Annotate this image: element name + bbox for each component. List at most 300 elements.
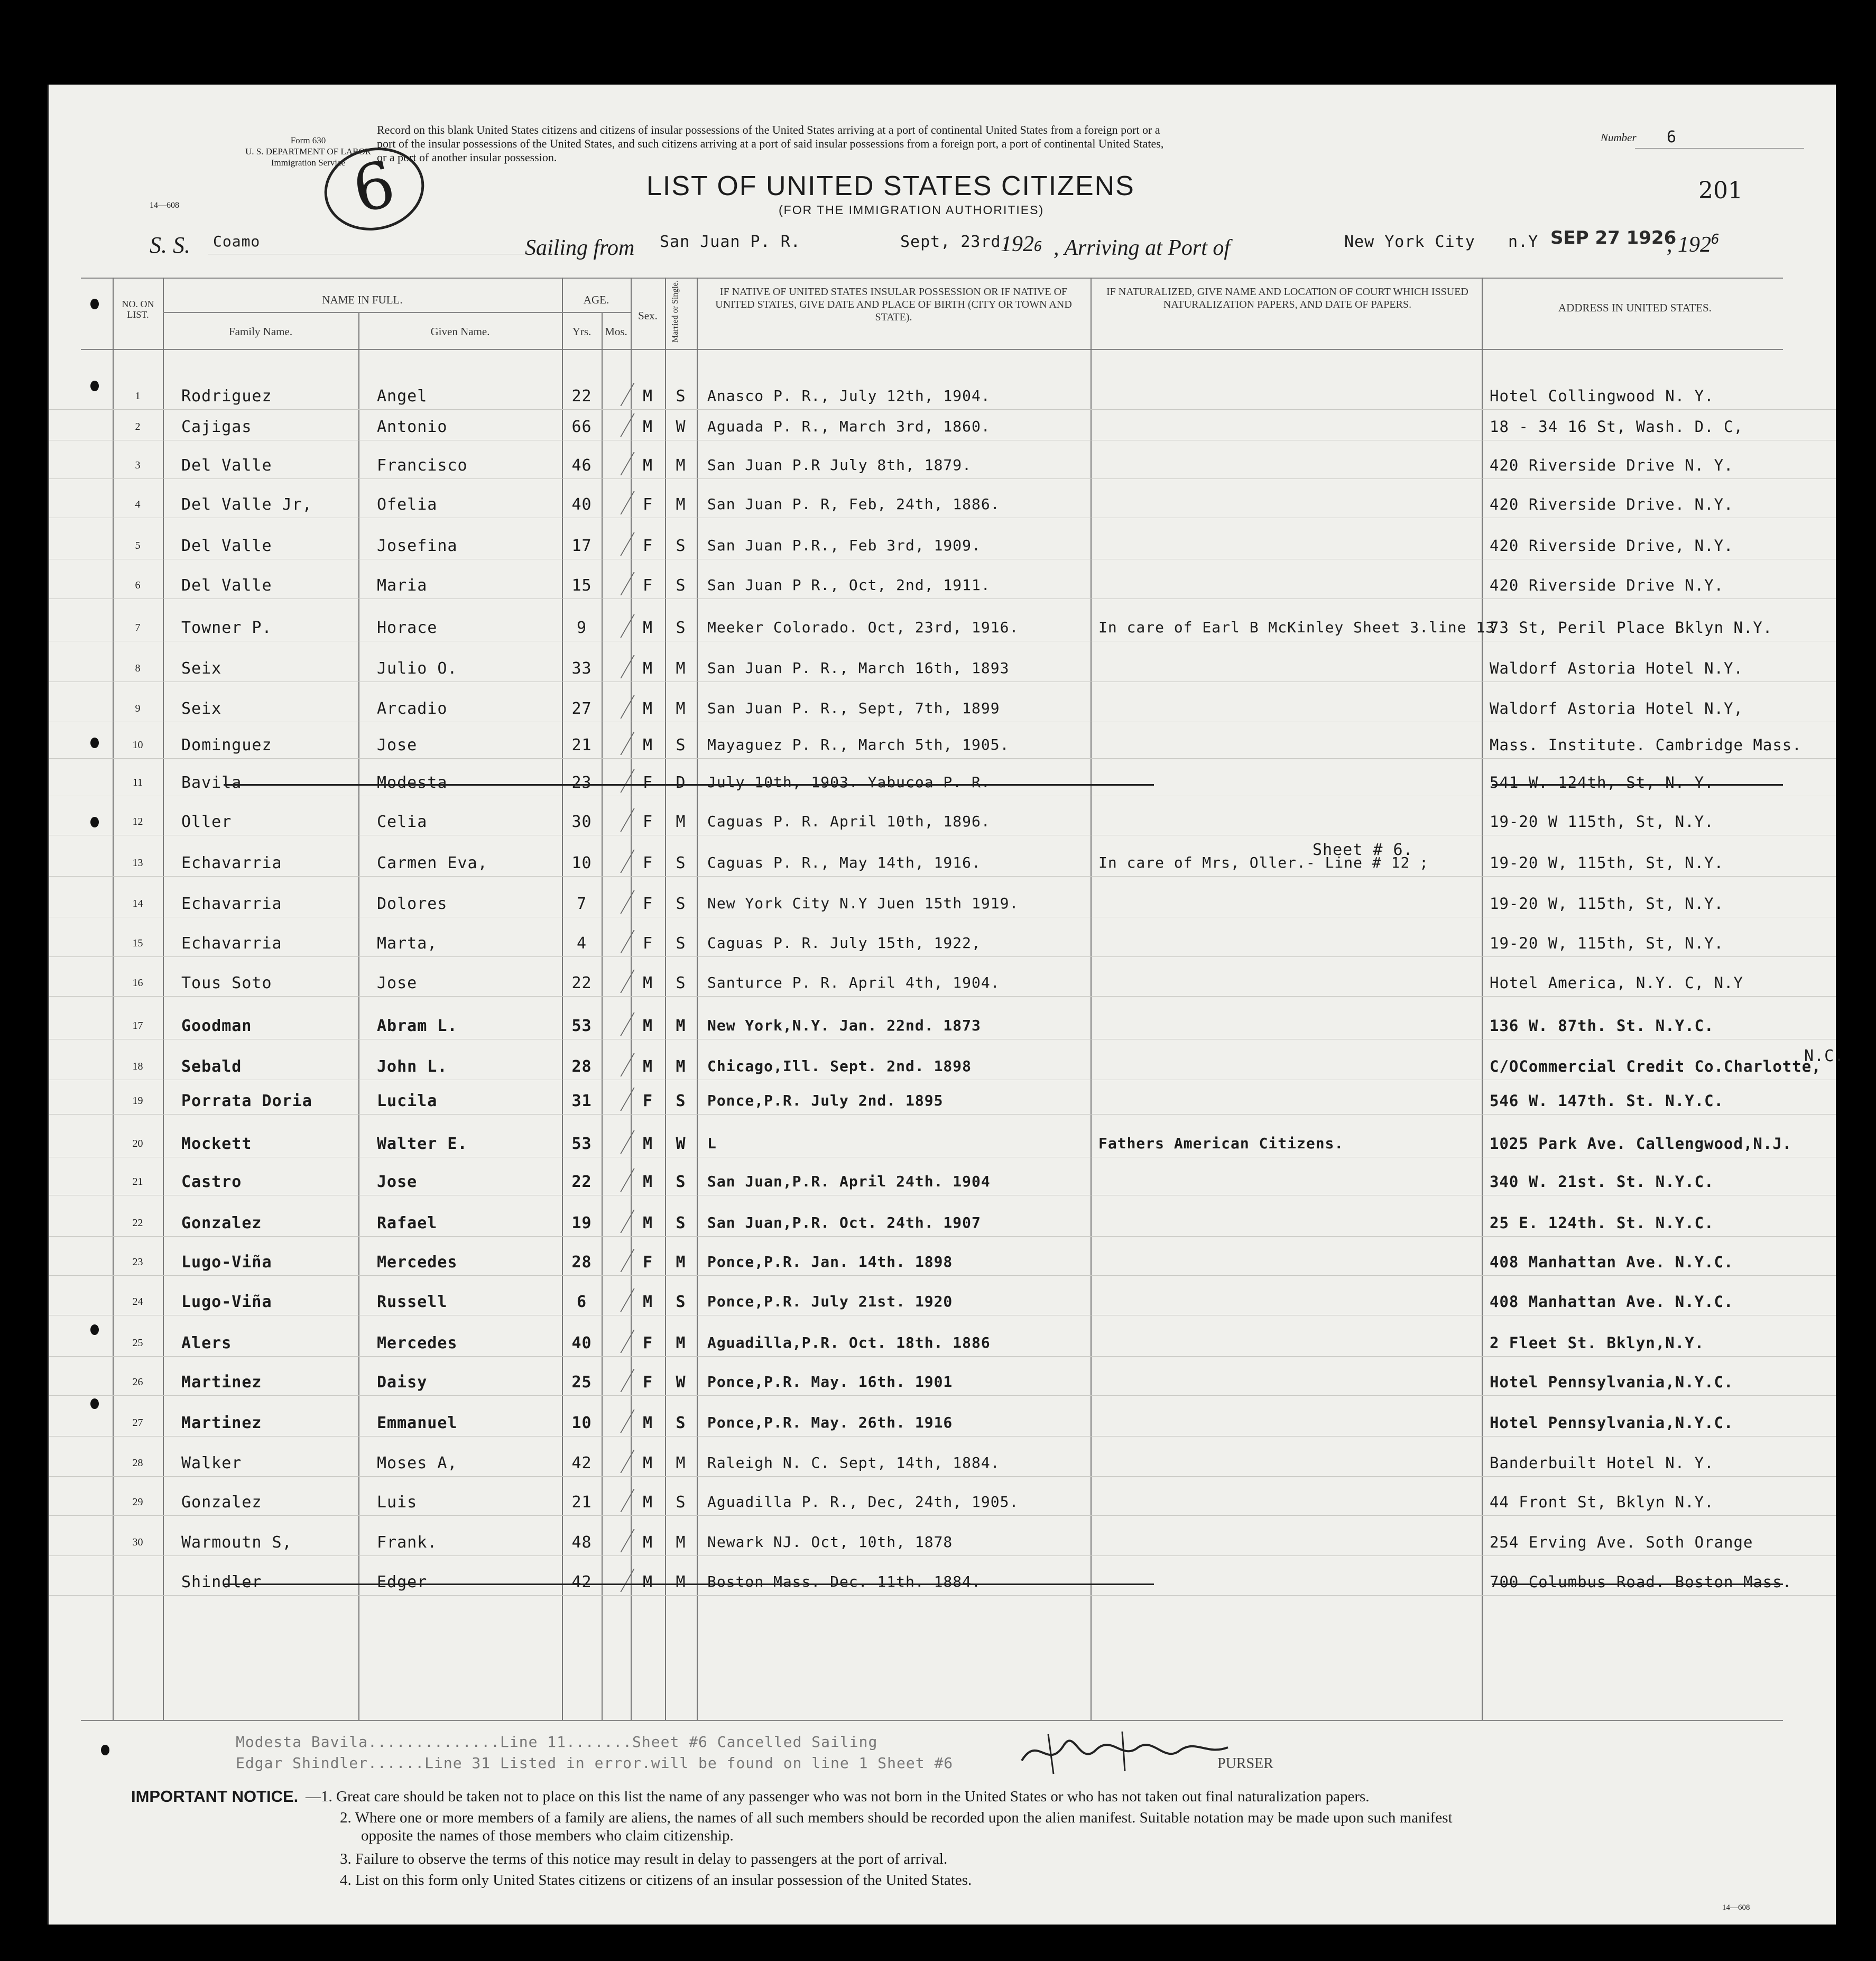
- strikethrough-line: [1492, 1583, 1783, 1585]
- cell-ms: M: [676, 1454, 686, 1472]
- cell-ms: M: [676, 456, 686, 475]
- arrival-year-digit: 6: [1711, 232, 1720, 247]
- tick-mark: [600, 732, 634, 755]
- intro-text: [377, 123, 1582, 164]
- cell-given: Walter E.: [377, 1135, 468, 1153]
- cell-no: 20: [132, 1138, 143, 1149]
- cell-no: 5: [135, 540, 141, 551]
- cell-no: 18: [132, 1061, 143, 1072]
- department: U. S. DEPARTMENT OF LABOR: [245, 146, 371, 156]
- cell-birth: Caguas P. R. July 15th, 1922,: [707, 934, 981, 952]
- cell-family: Martinez: [181, 1373, 262, 1392]
- cell-given: Moses A,: [377, 1454, 458, 1472]
- cell-given: Mercedes: [377, 1334, 458, 1352]
- cell-given: Jose: [377, 736, 418, 754]
- cell-ms: M: [676, 1057, 686, 1076]
- row-rule: [49, 1476, 1836, 1477]
- tick-mark: [600, 1410, 634, 1433]
- cell-sex: M: [642, 1533, 653, 1552]
- cell-family: Del Valle: [181, 576, 272, 595]
- cell-given: Jose: [377, 1173, 418, 1191]
- cell-given: Marta,: [377, 934, 438, 953]
- cell-birth: San Juan P.R July 8th, 1879.: [707, 456, 972, 474]
- manifest-page: [48, 85, 1845, 1925]
- tick-mark: [600, 1369, 634, 1392]
- cell-ms: W: [676, 1373, 686, 1392]
- cell-addr: 19-20 W 115th, St, N.Y.: [1490, 813, 1714, 831]
- purser-label: PURSER: [1217, 1755, 1273, 1772]
- cell-family: Porrata Doria: [181, 1092, 312, 1110]
- cell-ms: S: [676, 1493, 686, 1512]
- cell-addr: 1025 Park Ave. Callengwood,N.J.: [1490, 1135, 1792, 1153]
- cell-sex: F: [642, 1373, 653, 1392]
- tick-mark: [600, 970, 634, 993]
- arrival-year: [1667, 232, 1720, 257]
- cell-family: Martinez: [181, 1414, 262, 1432]
- footnote-line-1: Modesta Bavila..............Line 11.......Sheet #6 Cancelled Sailing: [236, 1733, 878, 1751]
- number-label: Number: [1601, 131, 1637, 144]
- cell-yrs: 28: [571, 1253, 592, 1272]
- cell-yrs: 23: [571, 774, 592, 792]
- cell-yrs: 53: [571, 1017, 592, 1035]
- cell-sex: M: [642, 619, 653, 637]
- cell-family: Shindler: [181, 1573, 262, 1591]
- row-rule: [49, 1356, 1836, 1357]
- row-rule: [49, 876, 1836, 877]
- tick-mark: [600, 890, 634, 914]
- cell-yrs: 42: [571, 1573, 592, 1591]
- cell-ms: S: [676, 974, 686, 992]
- cell-addr: 73 St, Peril Place Bklyn N.Y.: [1490, 619, 1773, 637]
- cell-given: Celia: [377, 813, 428, 831]
- cell-given: Edger: [377, 1573, 428, 1591]
- header-yrs: Yrs.: [572, 325, 592, 338]
- cell-addr: Waldorf Astoria Hotel N.Y.: [1490, 659, 1743, 677]
- col-divider: [163, 278, 164, 1720]
- cell-birth: Aguadilla P. R., Dec, 24th, 1905.: [707, 1493, 1019, 1511]
- cell-birth: New York City N.Y Juen 15th 1919.: [707, 895, 1019, 912]
- header-no: NO. ON LIST.: [122, 299, 154, 320]
- cell-yrs: 30: [571, 813, 592, 831]
- cell-family: Tous Soto: [181, 974, 272, 992]
- cell-birth: San Juan P. R., Sept, 7th, 1899: [707, 699, 1000, 717]
- tick-mark: [600, 655, 634, 678]
- cell-birth: Ponce,P.R. July 2nd. 1895: [707, 1092, 944, 1109]
- cell-ms: W: [676, 1135, 686, 1153]
- tick-mark: [600, 808, 634, 832]
- header-naturalized: IF NATURALIZED, GIVE NAME AND LOCATION OF COURT WHICH ISSUED NATURALIZATION PAPERS, AND DATE OF PAPERS.: [1106, 286, 1468, 310]
- cell-ms: S: [676, 619, 686, 637]
- cell-yrs: 22: [571, 1173, 592, 1191]
- cell-addr: Hotel Pennsylvania,N.Y.C.: [1490, 1414, 1734, 1432]
- cell-birth: San Juan P. R, Feb, 24th, 1886.: [707, 495, 1000, 513]
- cell-given: Antonio: [377, 418, 448, 436]
- cell-family: Cajigas: [181, 418, 252, 436]
- cell-given: Modesta: [377, 774, 448, 792]
- sailing-from: San Juan P. R.: [660, 233, 801, 251]
- cell-family: Gonzalez: [181, 1214, 262, 1232]
- cell-no: 24: [132, 1296, 143, 1308]
- cell-family: Walker: [181, 1454, 242, 1472]
- cell-birth: Newark NJ. Oct, 10th, 1878: [707, 1533, 953, 1551]
- cell-addr: 541 W. 124th, St, N. Y.: [1490, 774, 1714, 791]
- cell-given: Horace: [377, 619, 438, 637]
- cell-sex: F: [642, 854, 653, 872]
- cell-ms: S: [676, 387, 686, 406]
- cell-family: Del Valle: [181, 537, 272, 555]
- cell-family: Gonzalez: [181, 1493, 262, 1512]
- cell-addr: 340 W. 21st. St. N.Y.C.: [1490, 1173, 1714, 1191]
- service: Immigration Service: [271, 158, 346, 168]
- header-sex: Sex.: [638, 309, 658, 322]
- cell-ms: S: [676, 537, 686, 555]
- cell-yrs: 7: [576, 895, 587, 913]
- header-name-in-full: NAME IN FULL.: [322, 293, 403, 306]
- cell-birth: Aguadilla,P.R. Oct. 18th. 1886: [707, 1334, 991, 1351]
- cell-family: Alers: [181, 1334, 232, 1352]
- cell-addr: 420 Riverside Drive. N.Y.: [1490, 495, 1734, 513]
- cell-ms: W: [676, 418, 686, 436]
- cell-yrs: 17: [571, 537, 592, 555]
- cell-given: Ofelia: [377, 495, 438, 514]
- cell-no: 19: [132, 1095, 143, 1107]
- cell-given: Russell: [377, 1293, 448, 1311]
- cell-addr: Mass. Institute. Cambridge Mass.: [1490, 736, 1802, 754]
- cell-addr: 254 Erving Ave. Soth Orange: [1490, 1533, 1753, 1551]
- tick-mark: [600, 532, 634, 556]
- ss-label: S. S.: [150, 232, 190, 258]
- cell-birth: Ponce,P.R. July 21st. 1920: [707, 1293, 953, 1310]
- cell-addr: Banderbuilt Hotel N. Y.: [1490, 1454, 1714, 1472]
- circled-number-text: 6: [346, 147, 402, 228]
- cell-birth: Anasco P. R., July 12th, 1904.: [707, 387, 991, 404]
- cell-given: Daisy: [377, 1373, 428, 1392]
- cell-addr: 408 Manhattan Ave. N.Y.C.: [1490, 1253, 1734, 1271]
- cell-birth: Caguas P. R. April 10th, 1896.: [707, 813, 991, 830]
- notice-item-3: 3. Failure to observe the terms of this notice may result in delay to passengers at the port of arrival.: [340, 1850, 948, 1867]
- purser-signature: [1016, 1724, 1239, 1782]
- page-subtitle: (FOR THE IMMIGRATION AUTHORITIES): [779, 203, 1045, 217]
- cell-sex: F: [642, 895, 653, 913]
- cell-sex: F: [642, 934, 653, 953]
- cell-sex: M: [642, 1493, 653, 1512]
- row-rule: [49, 478, 1836, 479]
- footnote-line-2: Edgar Shindler......Line 31 Listed in error.will be found on line 1 Sheet #6: [236, 1754, 954, 1772]
- name-subheader-line: [163, 312, 562, 313]
- cell-ms: S: [676, 576, 686, 595]
- cell-given: Francisco: [377, 456, 468, 475]
- cell-yrs: 48: [571, 1533, 592, 1552]
- cell-no: 8: [135, 662, 141, 674]
- row-rule: [49, 1555, 1836, 1556]
- cell-given: Dolores: [377, 895, 448, 913]
- cell-ms: M: [676, 1334, 686, 1352]
- row-18-state-note: N.C.: [1804, 1047, 1845, 1065]
- cell-given: Lucila: [377, 1092, 438, 1110]
- cell-ms: M: [676, 495, 686, 514]
- notice-item-4: 4. List on this form only United States citizens or citizens of an insular possession of the United States.: [340, 1872, 972, 1889]
- cell-yrs: 21: [571, 1493, 592, 1512]
- row-rule: [49, 1595, 1836, 1596]
- cell-yrs: 53: [571, 1135, 592, 1153]
- tick-mark: [600, 1489, 634, 1512]
- cell-ms: S: [676, 1293, 686, 1311]
- cell-family: Seix: [181, 659, 222, 678]
- sheet-note: Sheet # 6.: [1313, 841, 1413, 859]
- cell-family: Dominguez: [181, 736, 272, 754]
- cell-given: Luis: [377, 1493, 418, 1512]
- cell-yrs: 4: [576, 934, 587, 953]
- cell-given: John L.: [377, 1057, 448, 1076]
- cell-ms: S: [676, 1173, 686, 1191]
- cell-no: 13: [132, 857, 143, 869]
- header-birth: IF NATIVE OF UNITED STATES INSULAR POSSESSION OR IF NATIVE OF UNITED STATES, GIVE DATE AND PLACE OF BIRTH (CITY OR TOWN AND STATE).: [715, 286, 1072, 323]
- cell-given: Maria: [377, 576, 428, 595]
- row-rule: [49, 1436, 1836, 1437]
- row-rule: [49, 1114, 1836, 1115]
- arrival-year-prefix: , 192: [1667, 233, 1711, 257]
- cell-no: 21: [132, 1176, 143, 1187]
- intro-line-1: Record on this blank United States citizens and citizens of insular possessions of the United States arriving at a port of continental United States from a foreign port or a: [377, 123, 1160, 136]
- cell-sex: M: [642, 456, 653, 475]
- cell-birth: Caguas P. R., May 14th, 1916.: [707, 854, 981, 871]
- punch-hole: [90, 1398, 99, 1409]
- tick-mark: [600, 452, 634, 475]
- cell-addr: Waldorf Astoria Hotel N.Y,: [1490, 699, 1743, 717]
- table-bottom-border: [81, 1720, 1783, 1721]
- row-rule: [49, 758, 1836, 759]
- cell-family: Echavarria: [181, 934, 282, 953]
- cell-sex: F: [642, 537, 653, 555]
- cell-family: Seix: [181, 699, 222, 718]
- cell-ms: M: [676, 1573, 686, 1591]
- tick-mark: [600, 413, 634, 437]
- form-number: Form 630: [290, 135, 326, 145]
- cell-no: 2: [135, 421, 141, 432]
- cell-no: 22: [132, 1217, 143, 1229]
- cell-given: Arcadio: [377, 699, 448, 718]
- cell-family: Lugo-Viña: [181, 1293, 272, 1311]
- tick-mark: [600, 1450, 634, 1473]
- cell-addr: 18 - 34 16 St, Wash. D. C,: [1490, 418, 1743, 436]
- cell-sex: F: [642, 774, 653, 792]
- cell-sex: M: [642, 1135, 653, 1153]
- cell-yrs: 25: [571, 1373, 592, 1392]
- cell-yrs: 27: [571, 699, 592, 718]
- cell-no: 23: [132, 1256, 143, 1268]
- cell-given: Angel: [377, 387, 428, 406]
- cell-birth: L: [707, 1135, 717, 1152]
- cell-sex: M: [642, 1017, 653, 1035]
- cell-addr: Hotel Pennsylvania,N.Y.C.: [1490, 1373, 1734, 1391]
- cell-addr: 25 E. 124th. St. N.Y.C.: [1490, 1214, 1714, 1232]
- cell-birth: New York,N.Y. Jan. 22nd. 1873: [707, 1017, 981, 1034]
- cell-no: 9: [135, 703, 141, 714]
- cell-birth: Ponce,P.R. May. 26th. 1916: [707, 1414, 953, 1431]
- cell-nat: In care of Earl B McKinley Sheet 3.line 13: [1098, 619, 1495, 636]
- cell-addr: Hotel Collingwood N. Y.: [1490, 387, 1714, 405]
- cell-family: Sebald: [181, 1057, 242, 1076]
- punch-hole: [90, 299, 99, 309]
- cell-birth: Mayaguez P. R., March 5th, 1905.: [707, 736, 1010, 753]
- cell-ms: M: [676, 813, 686, 831]
- cell-birth: Meeker Colorado. Oct, 23rd, 1916.: [707, 619, 1019, 636]
- tick-mark: [600, 1288, 634, 1312]
- cell-sex: F: [642, 813, 653, 831]
- row-rule: [49, 1275, 1836, 1276]
- cell-yrs: 6: [576, 1293, 587, 1311]
- number-value: 6: [1667, 128, 1677, 146]
- col-divider: [697, 278, 698, 1720]
- strikethrough-line: [1492, 784, 1783, 786]
- tick-mark: [600, 1012, 634, 1036]
- cell-no: 3: [135, 459, 141, 471]
- notice-item-2-cont: opposite the names of those members who claim citizenship.: [361, 1827, 734, 1844]
- col-divider: [1091, 278, 1092, 1720]
- tick-mark: [600, 1130, 634, 1154]
- tick-mark: [600, 572, 634, 595]
- cell-ms: S: [676, 736, 686, 754]
- punch-hole: [101, 1745, 109, 1755]
- cell-sex: F: [642, 1334, 653, 1352]
- tick-mark: [600, 1053, 634, 1076]
- cell-ms: D: [676, 774, 686, 792]
- tick-mark: [600, 1529, 634, 1552]
- tick-mark: [600, 1569, 634, 1592]
- cell-sex: M: [642, 418, 653, 436]
- cell-no: 16: [132, 977, 143, 989]
- cell-addr: 19-20 W, 115th, St, N.Y.: [1490, 934, 1724, 952]
- cell-ms: S: [676, 1414, 686, 1432]
- cell-sex: M: [642, 1173, 653, 1191]
- cell-addr: C/OCommercial Credit Co.Charlotte,: [1490, 1057, 1822, 1075]
- cell-yrs: 19: [571, 1214, 592, 1232]
- cell-no: 14: [132, 898, 143, 909]
- cell-given: Carmen Eva,: [377, 854, 488, 872]
- cell-sex: M: [642, 1573, 653, 1591]
- cell-no: 17: [132, 1020, 143, 1032]
- cell-given: Julio O.: [377, 659, 458, 678]
- ship-name: Coamo: [213, 233, 261, 250]
- cell-ms: M: [676, 699, 686, 718]
- cell-ms: S: [676, 1092, 686, 1110]
- cell-addr: 420 Riverside Drive, N.Y.: [1490, 537, 1734, 555]
- notice-item-1: —1. Great care should be taken not to place on this list the name of any passenger who was not born in the United States or who has not taken out final naturalization papers.: [306, 1788, 1370, 1805]
- arrival-port-state: n.Y: [1508, 233, 1539, 251]
- table-header-bottom: [81, 349, 1783, 350]
- cell-no: 29: [132, 1496, 143, 1508]
- arrival-date-stamp: SEP 27 1926: [1550, 227, 1677, 248]
- cell-birth: San Juan P R., Oct, 2nd, 1911.: [707, 576, 991, 594]
- cell-family: Echavarria: [181, 854, 282, 872]
- row-rule: [49, 1395, 1836, 1396]
- cell-birth: Chicago,Ill. Sept. 2nd. 1898: [707, 1057, 972, 1075]
- cell-birth: San Juan P. R., March 16th, 1893: [707, 659, 1010, 677]
- cell-birth: Aguada P. R., March 3rd, 1860.: [707, 418, 991, 435]
- punch-hole: [90, 381, 99, 391]
- cell-sex: F: [642, 495, 653, 514]
- cell-addr: Hotel America, N.Y. C, N.Y: [1490, 974, 1743, 992]
- punch-hole: [90, 1324, 99, 1335]
- cell-family: Bavila: [181, 774, 242, 792]
- cell-yrs: 9: [576, 619, 587, 637]
- cell-no: 27: [132, 1417, 143, 1429]
- cell-yrs: 66: [571, 418, 592, 436]
- cell-sex: M: [642, 699, 653, 718]
- intro-line-2: port of the insular possessions of the United States, and such citizens arriving at a port of said insular possessions from a foreign port, a port of continental United States,: [377, 137, 1164, 150]
- col-divider: [358, 312, 359, 1720]
- row-rule: [49, 409, 1836, 410]
- form-code-bottom: 14—608: [1722, 1903, 1750, 1912]
- cell-given: Rafael: [377, 1214, 438, 1232]
- cell-no: 10: [132, 739, 143, 751]
- cell-nat: Fathers American Citizens.: [1098, 1135, 1344, 1152]
- header-given-name: Given Name.: [430, 325, 490, 338]
- tick-mark: [600, 1330, 634, 1353]
- cell-family: Del Valle Jr,: [181, 495, 312, 514]
- tick-mark: [600, 1168, 634, 1192]
- cell-yrs: 10: [571, 854, 592, 872]
- cell-sex: F: [642, 1092, 653, 1110]
- tick-mark: [600, 614, 634, 638]
- cell-no: 1: [135, 390, 141, 402]
- cell-birth: Boston Mass. Dec. 11th. 1884.: [707, 1573, 981, 1590]
- strikethrough-line: [224, 1583, 1154, 1585]
- cell-no: 25: [132, 1337, 143, 1349]
- notice-item-2: 2. Where one or more members of a family are aliens, the names of all such members should be recorded upon the alien manifest. Suitable notation may be made upon such manifest: [340, 1809, 1453, 1826]
- age-subheader-line: [562, 312, 631, 313]
- cell-birth: San Juan P.R., Feb 3rd, 1909.: [707, 537, 981, 554]
- cell-family: Towner P.: [181, 619, 272, 637]
- cell-addr: 546 W. 147th. St. N.Y.C.: [1490, 1092, 1724, 1110]
- row-rule: [49, 956, 1836, 957]
- cell-yrs: 22: [571, 974, 592, 992]
- cell-yrs: 28: [571, 1057, 592, 1076]
- cell-family: Lugo-Viña: [181, 1253, 272, 1272]
- tick-mark: [600, 1210, 634, 1233]
- tick-mark: [600, 930, 634, 953]
- cell-addr: 136 W. 87th. St. N.Y.C.: [1490, 1017, 1714, 1035]
- cell-yrs: 22: [571, 387, 592, 406]
- notice-heading: IMPORTANT NOTICE.: [131, 1787, 299, 1806]
- cell-birth: Ponce,P.R. May. 16th. 1901: [707, 1373, 953, 1391]
- tick-mark: [600, 491, 634, 514]
- sailing-date: Sept, 23rd,: [900, 233, 1011, 251]
- cell-no: 11: [132, 777, 143, 788]
- punch-hole: [90, 817, 99, 827]
- tick-mark: [600, 850, 634, 873]
- cell-sex: M: [642, 1057, 653, 1076]
- intro-line-3: or a port of another insular possession.: [377, 151, 557, 164]
- sailing-year-digit: 6: [1034, 239, 1043, 255]
- strikethrough-line: [224, 784, 1154, 786]
- cell-sex: F: [642, 576, 653, 595]
- cell-given: Frank.: [377, 1533, 438, 1552]
- cell-yrs: 46: [571, 456, 592, 475]
- cell-sex: M: [642, 387, 653, 406]
- cell-addr: 420 Riverside Drive N. Y.: [1490, 456, 1734, 474]
- cell-birth: July 10th, 1903. Yabucoa P. R.: [707, 774, 991, 791]
- cell-addr: 700 Columbus Road. Boston Mass.: [1490, 1573, 1792, 1591]
- punch-hole: [90, 738, 99, 748]
- sailing-label: Sailing from: [525, 236, 635, 260]
- cell-no: 30: [132, 1536, 143, 1548]
- cell-birth: Raleigh N. C. Sept, 14th, 1884.: [707, 1454, 1000, 1471]
- sailing-year-prefix: 192: [1001, 232, 1034, 256]
- cell-ms: M: [676, 1017, 686, 1035]
- cell-sex: M: [642, 1293, 653, 1311]
- cell-family: Rodriguez: [181, 387, 272, 406]
